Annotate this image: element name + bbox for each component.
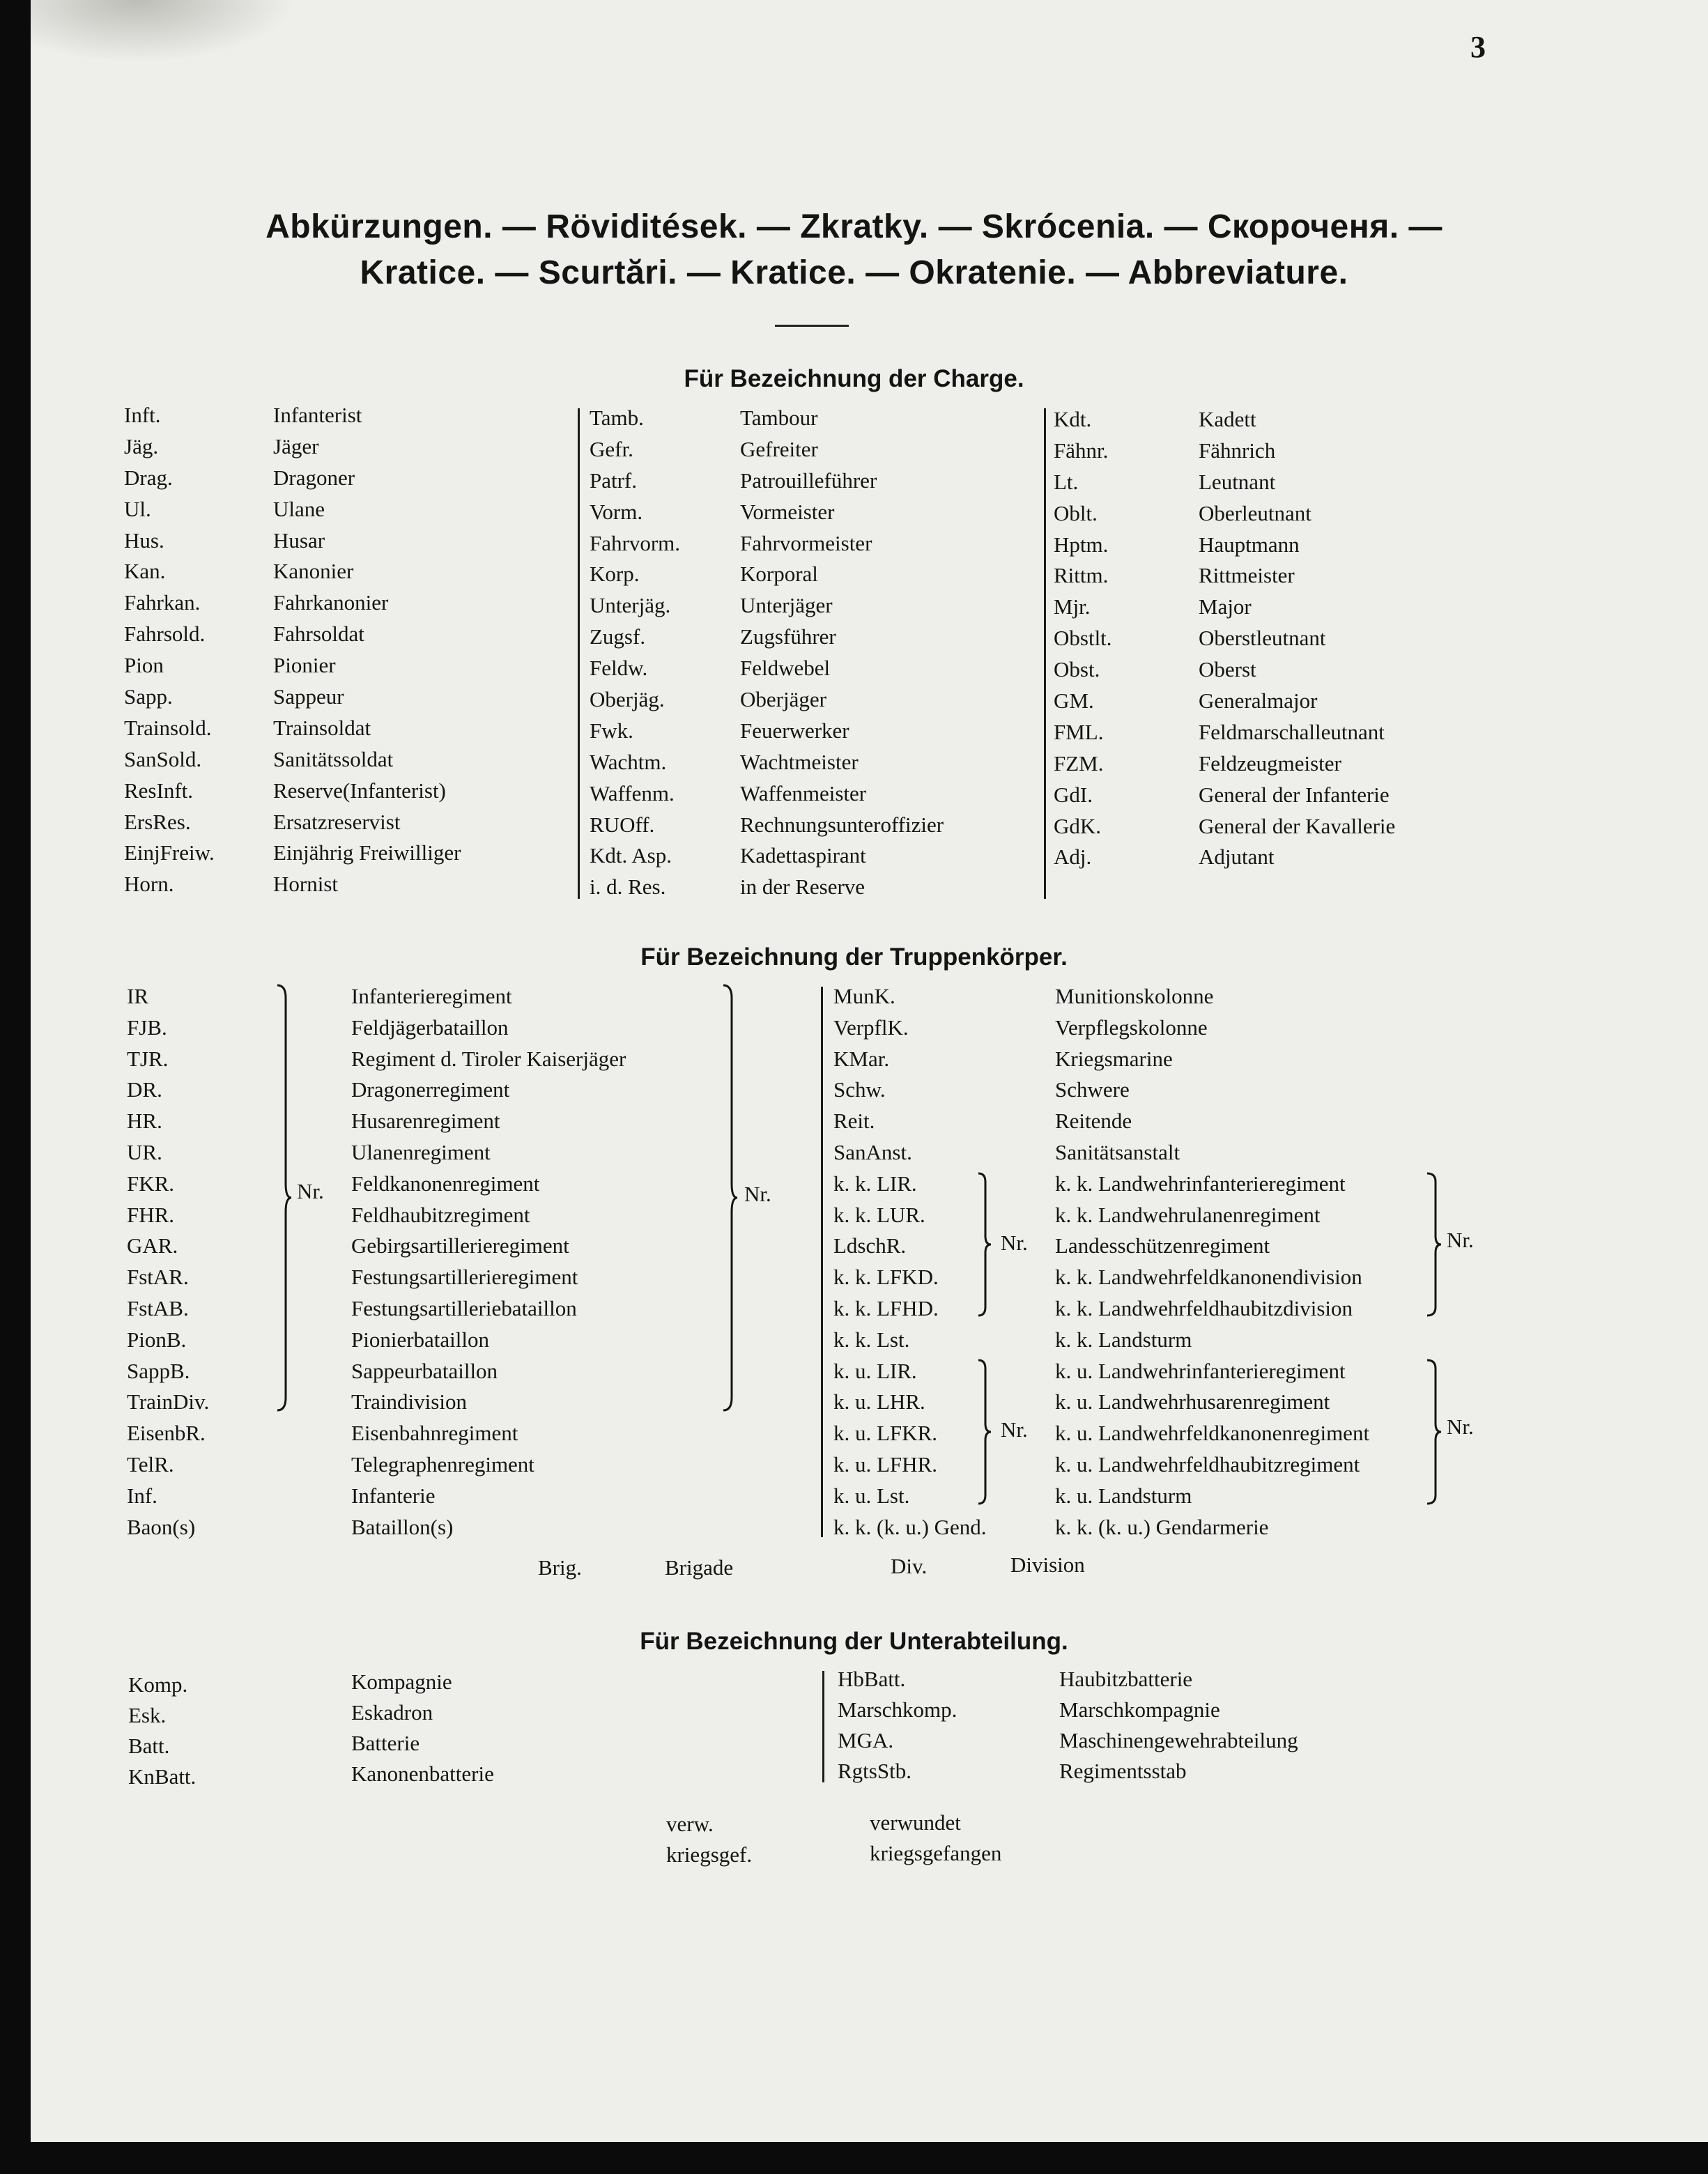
page-title-line-1: Abkürzungen. — Röviditések. — Zkratky. — Skrócenia. — Скороченя. —	[266, 208, 1442, 245]
list-item: Marschkomp.	[838, 1697, 957, 1722]
nr-label: Nr.	[744, 1182, 771, 1206]
list-item: Ulane	[273, 496, 325, 521]
div-full: Division	[1010, 1552, 1085, 1577]
list-item: Sapp.	[124, 684, 173, 709]
list-item: Feldhaubitzregiment	[351, 1202, 530, 1227]
list-item: Oblt.	[1054, 500, 1098, 525]
list-item: Sanitätsanstalt	[1055, 1139, 1180, 1164]
list-item: Kdt.	[1054, 407, 1092, 431]
list-item: Tamb.	[590, 406, 644, 430]
list-item: k. k. Landwehrinfanterieregiment	[1055, 1171, 1346, 1196]
list-item: k. u. Landwehrhusarenregiment	[1055, 1389, 1330, 1414]
kgf-full: kriegsgefangen	[870, 1841, 1002, 1865]
list-item: Batterie	[351, 1731, 420, 1755]
list-item: FZM.	[1054, 750, 1104, 776]
list-item: General der Infanterie	[1199, 782, 1390, 807]
list-item: Ulanenregiment	[351, 1139, 491, 1164]
list-item: RUOff.	[590, 812, 655, 837]
list-item: k. u. LFHR.	[833, 1451, 937, 1477]
list-item: Einjährig Freiwilliger	[273, 840, 461, 865]
list-item: Waffenmeister	[740, 780, 867, 805]
verw-full: verwundet	[870, 1810, 961, 1835]
list-item: Feuerwerker	[740, 718, 849, 743]
list-item: Obstlt.	[1054, 626, 1112, 651]
charge-col3-full-list	[1199, 404, 1395, 873]
list-item: Eisenbahnregiment	[351, 1421, 518, 1446]
column-divider	[578, 408, 580, 899]
list-item: Jäg.	[124, 433, 159, 458]
list-item: GdI.	[1054, 782, 1093, 807]
list-item: k. u. Landwehrfeldhaubitzregiment	[1055, 1451, 1360, 1477]
list-item: ErsRes.	[124, 809, 191, 834]
list-item: k. k. LFHD.	[833, 1295, 939, 1320]
list-item: MunK.	[833, 984, 895, 1008]
list-item: Husarenregiment	[351, 1109, 500, 1134]
list-item: k. k. LUR.	[833, 1202, 925, 1227]
scan-edge-left	[0, 0, 31, 2174]
list-item: k. k. LIR.	[833, 1171, 917, 1196]
brace-kk-mid	[977, 1172, 992, 1318]
list-item: Pionier	[273, 653, 336, 678]
list-item: Fähnrich	[1199, 438, 1276, 463]
list-item: k. k. Landwehrfeldhaubitzdivision	[1055, 1295, 1353, 1320]
list-item: Feldwebel	[740, 656, 831, 681]
list-item: Regiment d. Tiroler Kaiserjäger	[351, 1046, 626, 1071]
unter-left-abbr-list	[128, 1670, 196, 1792]
list-item: Korp.	[590, 562, 640, 587]
list-item: k. k. Landwehrfeldkanonendivision	[1055, 1265, 1362, 1290]
list-item: Fahrvormeister	[740, 530, 872, 555]
list-item: Fahrsold.	[124, 622, 206, 647]
list-item: Trainsoldat	[273, 715, 371, 740]
list-item: Oberstleutnant	[1199, 626, 1326, 651]
list-item: k. u. Landwehrinfanterieregiment	[1055, 1358, 1346, 1383]
list-item: Rechnungsunteroffizier	[740, 812, 944, 837]
list-item: k. u. LHR.	[833, 1389, 925, 1414]
list-item: KnBatt.	[128, 1764, 197, 1789]
brig-abbr: Brig.	[538, 1555, 582, 1580]
list-item: Adjutant	[1199, 845, 1275, 870]
nr-label: Nr.	[1001, 1417, 1028, 1442]
list-item: k. k. Landwehrulanenregiment	[1055, 1202, 1321, 1227]
list-item: Sappeurbataillon	[351, 1358, 498, 1383]
list-item: Festungsartillerieregiment	[351, 1265, 578, 1290]
verw-abbr: verw.	[666, 1812, 714, 1836]
list-item: Patrouilleführer	[740, 468, 877, 493]
page-number: 3	[1470, 30, 1486, 64]
list-item: GdK.	[1054, 813, 1102, 838]
truppen-left-abbr-list	[127, 981, 209, 1543]
list-item: Kanonier	[273, 559, 354, 584]
list-item: Festungsartilleriebataillon	[351, 1295, 577, 1320]
list-item: GM.	[1054, 688, 1094, 714]
list-item: Bataillon(s)	[351, 1514, 454, 1539]
list-item: Gefr.	[590, 436, 633, 461]
charge-col3-abbr-list	[1054, 404, 1112, 873]
charge-col1-abbr-list	[124, 400, 215, 900]
list-item: Reserve(Infanterist)	[273, 778, 446, 803]
list-item: Eskadron	[351, 1700, 433, 1725]
list-item: Sappeur	[273, 684, 344, 709]
unter-right-abbr-list	[838, 1664, 957, 1787]
kgf-abbr: kriegsgef.	[666, 1842, 753, 1867]
list-item: LdschR.	[833, 1233, 907, 1258]
list-item: IR	[127, 984, 148, 1008]
list-item: TrainDiv.	[127, 1389, 210, 1414]
list-item: Generalmajor	[1199, 688, 1318, 714]
list-item: Zugsf.	[590, 624, 646, 649]
list-item: Infanterist	[273, 403, 362, 427]
list-item: Feldkanonenregiment	[351, 1171, 540, 1196]
charge-col1-full-list	[273, 400, 461, 900]
list-item: Obst.	[1054, 657, 1100, 682]
nr-label: Nr.	[1001, 1231, 1028, 1255]
list-item: HbBatt.	[838, 1667, 906, 1691]
list-item: Unterjäg.	[590, 593, 671, 618]
list-item: k. u. LFKR.	[833, 1421, 937, 1446]
charge-col2-full-list	[740, 403, 944, 903]
list-item: Lt.	[1054, 469, 1079, 494]
list-item: Maschinengewehrabteilung	[1059, 1728, 1298, 1752]
list-item: Infanterie	[351, 1483, 436, 1508]
list-item: KMar.	[833, 1046, 890, 1071]
unter-heading: Für Bezeichnung der Unterabteilung.	[640, 1628, 1068, 1655]
list-item: ResInft.	[124, 778, 194, 803]
list-item: Leutnant	[1199, 469, 1276, 494]
title-divider	[775, 325, 849, 327]
list-item: k. u. Landsturm	[1055, 1483, 1192, 1508]
list-item: Infanterieregiment	[351, 984, 512, 1008]
list-item: Sanitätssoldat	[273, 746, 394, 771]
list-item: Gefreiter	[740, 436, 818, 461]
list-item: Trainsold.	[124, 715, 212, 740]
list-item: Schw.	[833, 1077, 886, 1102]
list-item: Ul.	[124, 496, 151, 521]
list-item: Vorm.	[590, 499, 643, 524]
list-item: Wachtm.	[590, 749, 667, 774]
list-item: Rittm.	[1054, 563, 1109, 588]
list-item: Wachtmeister	[740, 749, 859, 774]
list-item: Oberleutnant	[1199, 500, 1311, 525]
list-item: Vormeister	[740, 499, 835, 524]
brig-full: Brigade	[665, 1555, 734, 1580]
page-title-line-2: Kratice. — Scurtări. — Kratice. — Okratenie. — Abbreviature.	[360, 254, 1348, 291]
list-item: Kanonenbatterie	[351, 1761, 494, 1786]
list-item: TelR.	[127, 1451, 174, 1477]
list-item: General der Kavallerie	[1199, 813, 1396, 838]
list-item: Oberjäger	[740, 687, 826, 712]
list-item: Feldzeugmeister	[1199, 750, 1341, 776]
list-item: RgtsStb.	[838, 1759, 911, 1783]
brace-ku-right	[1426, 1359, 1442, 1506]
charge-heading: Für Bezeichnung der Charge.	[684, 365, 1024, 392]
list-item: Hptm.	[1054, 532, 1109, 557]
list-item: Kompagnie	[351, 1670, 452, 1694]
list-item: Munitionskolonne	[1055, 984, 1214, 1008]
list-item: SappB.	[127, 1358, 190, 1383]
list-item: Komp.	[128, 1672, 188, 1697]
paper-stain	[31, 0, 295, 63]
list-item: Pion	[124, 653, 164, 678]
list-item: k. k. Landsturm	[1055, 1327, 1192, 1352]
list-item: Inf.	[127, 1483, 157, 1508]
list-item: Waffenm.	[590, 780, 675, 805]
list-item: Tambour	[740, 406, 818, 430]
list-item: HR.	[127, 1109, 162, 1134]
column-divider	[1044, 408, 1046, 899]
list-item: Jäger	[273, 433, 319, 458]
column-divider	[821, 987, 823, 1537]
list-item: Drag.	[124, 465, 173, 490]
list-item: Dragoner	[273, 465, 355, 490]
column-divider	[822, 1671, 824, 1782]
list-item: Telegraphenregiment	[351, 1451, 534, 1477]
list-item: Reit.	[833, 1109, 875, 1134]
list-item: Esk.	[128, 1703, 167, 1727]
list-item: Traindivision	[351, 1389, 467, 1414]
list-item: Husar	[273, 527, 325, 553]
list-item: Kan.	[124, 559, 166, 584]
list-item: k. u. Landwehrfeldkanonenregiment	[1055, 1421, 1370, 1446]
list-item: Korporal	[740, 562, 818, 587]
list-item: Reitende	[1055, 1109, 1132, 1134]
list-item: Pionierbataillon	[351, 1327, 490, 1352]
charge-col2-abbr-list	[590, 403, 680, 903]
list-item: Horn.	[124, 872, 174, 897]
list-item: FML.	[1054, 719, 1104, 744]
list-item: Feldmarschalleutnant	[1199, 719, 1385, 744]
list-item: Baon(s)	[127, 1514, 196, 1539]
list-item: Regimentsstab	[1059, 1759, 1187, 1783]
list-item: k. u. Lst.	[833, 1483, 910, 1508]
brace-kk-right	[1426, 1172, 1442, 1318]
list-item: Fahrvorm.	[590, 530, 681, 555]
nr-label: Nr.	[1447, 1228, 1474, 1252]
list-item: k. k. LFKD.	[833, 1265, 939, 1290]
list-item: VerpflK.	[833, 1015, 909, 1040]
list-item: Oberst	[1199, 657, 1256, 682]
list-item: Kadett	[1199, 407, 1256, 431]
unter-right-full-list	[1059, 1664, 1298, 1787]
list-item: DR.	[127, 1077, 162, 1102]
list-item: Fähnr.	[1054, 438, 1109, 463]
list-item: SanAnst.	[833, 1139, 912, 1164]
list-item: Fahrsoldat	[273, 622, 364, 647]
brace-ku-mid	[977, 1359, 992, 1506]
list-item: k. k. (k. u.) Gend.	[833, 1514, 987, 1539]
truppen-left-full-list	[351, 981, 626, 1543]
list-item: Oberjäg.	[590, 687, 665, 712]
list-item: Feldw.	[590, 656, 648, 681]
truppen-heading: Für Bezeichnung der Truppenkörper.	[640, 943, 1068, 971]
nr-label: Nr.	[297, 1179, 324, 1203]
list-item: PionB.	[127, 1327, 187, 1352]
list-item: Gebirgsartillerieregiment	[351, 1233, 569, 1258]
list-item: SanSold.	[124, 746, 202, 771]
list-item: Verpflegskolonne	[1055, 1015, 1208, 1040]
nr-label: Nr.	[1447, 1414, 1474, 1439]
list-item: i. d. Res.	[590, 874, 666, 900]
list-item: Fwk.	[590, 718, 633, 743]
list-item: Fahrkan.	[124, 590, 201, 615]
list-item: Feldjägerbataillon	[351, 1015, 509, 1040]
list-item: Hauptmann	[1199, 532, 1300, 557]
list-item: Inft.	[124, 403, 161, 427]
div-abbr: Div.	[891, 1554, 928, 1578]
list-item: Batt.	[128, 1734, 170, 1758]
list-item: FKR.	[127, 1171, 175, 1196]
unter-left-full-list	[351, 1667, 494, 1789]
list-item: Adj.	[1054, 845, 1092, 870]
list-item: Kriegsmarine	[1055, 1046, 1173, 1071]
list-item: Hornist	[273, 872, 338, 897]
list-item: GAR.	[127, 1233, 178, 1258]
list-item: TJR.	[127, 1046, 169, 1071]
list-item: in der Reserve	[740, 874, 865, 900]
brace-right	[722, 984, 739, 1412]
list-item: Haubitzbatterie	[1059, 1667, 1193, 1691]
list-item: UR.	[127, 1139, 162, 1164]
list-item: Ersatzreservist	[273, 809, 401, 834]
list-item: Dragonerregiment	[351, 1077, 510, 1102]
list-item: Fahrkanonier	[273, 590, 389, 615]
list-item: EisenbR.	[127, 1421, 206, 1446]
truppen-right-full-list	[1055, 981, 1369, 1543]
list-item: FstAB.	[127, 1295, 189, 1320]
list-item: Schwere	[1055, 1077, 1130, 1102]
list-item: k. k. Lst.	[833, 1327, 910, 1352]
list-item: FstAR.	[127, 1265, 189, 1290]
list-item: EinjFreiw.	[124, 840, 215, 865]
list-item: Rittmeister	[1199, 563, 1295, 588]
brace-left	[276, 984, 293, 1412]
list-item: Landesschützenregiment	[1055, 1233, 1270, 1258]
list-item: Major	[1199, 594, 1252, 619]
list-item: Kadettaspirant	[740, 843, 866, 868]
list-item: FJB.	[127, 1015, 167, 1040]
list-item: Patrf.	[590, 468, 638, 493]
list-item: Zugsführer	[740, 624, 836, 649]
list-item: Mjr.	[1054, 594, 1091, 619]
list-item: k. k. (k. u.) Gendarmerie	[1055, 1514, 1269, 1539]
list-item: Unterjäger	[740, 593, 833, 618]
list-item: k. u. LIR.	[833, 1358, 917, 1383]
scan-edge-bottom	[0, 2142, 1708, 2174]
list-item: Hus.	[124, 527, 164, 553]
list-item: MGA.	[838, 1728, 894, 1752]
list-item: Marschkompagnie	[1059, 1697, 1220, 1722]
truppen-right-abbr-list	[833, 981, 987, 1543]
list-item: FHR.	[127, 1202, 175, 1227]
list-item: Kdt. Asp.	[590, 843, 672, 868]
